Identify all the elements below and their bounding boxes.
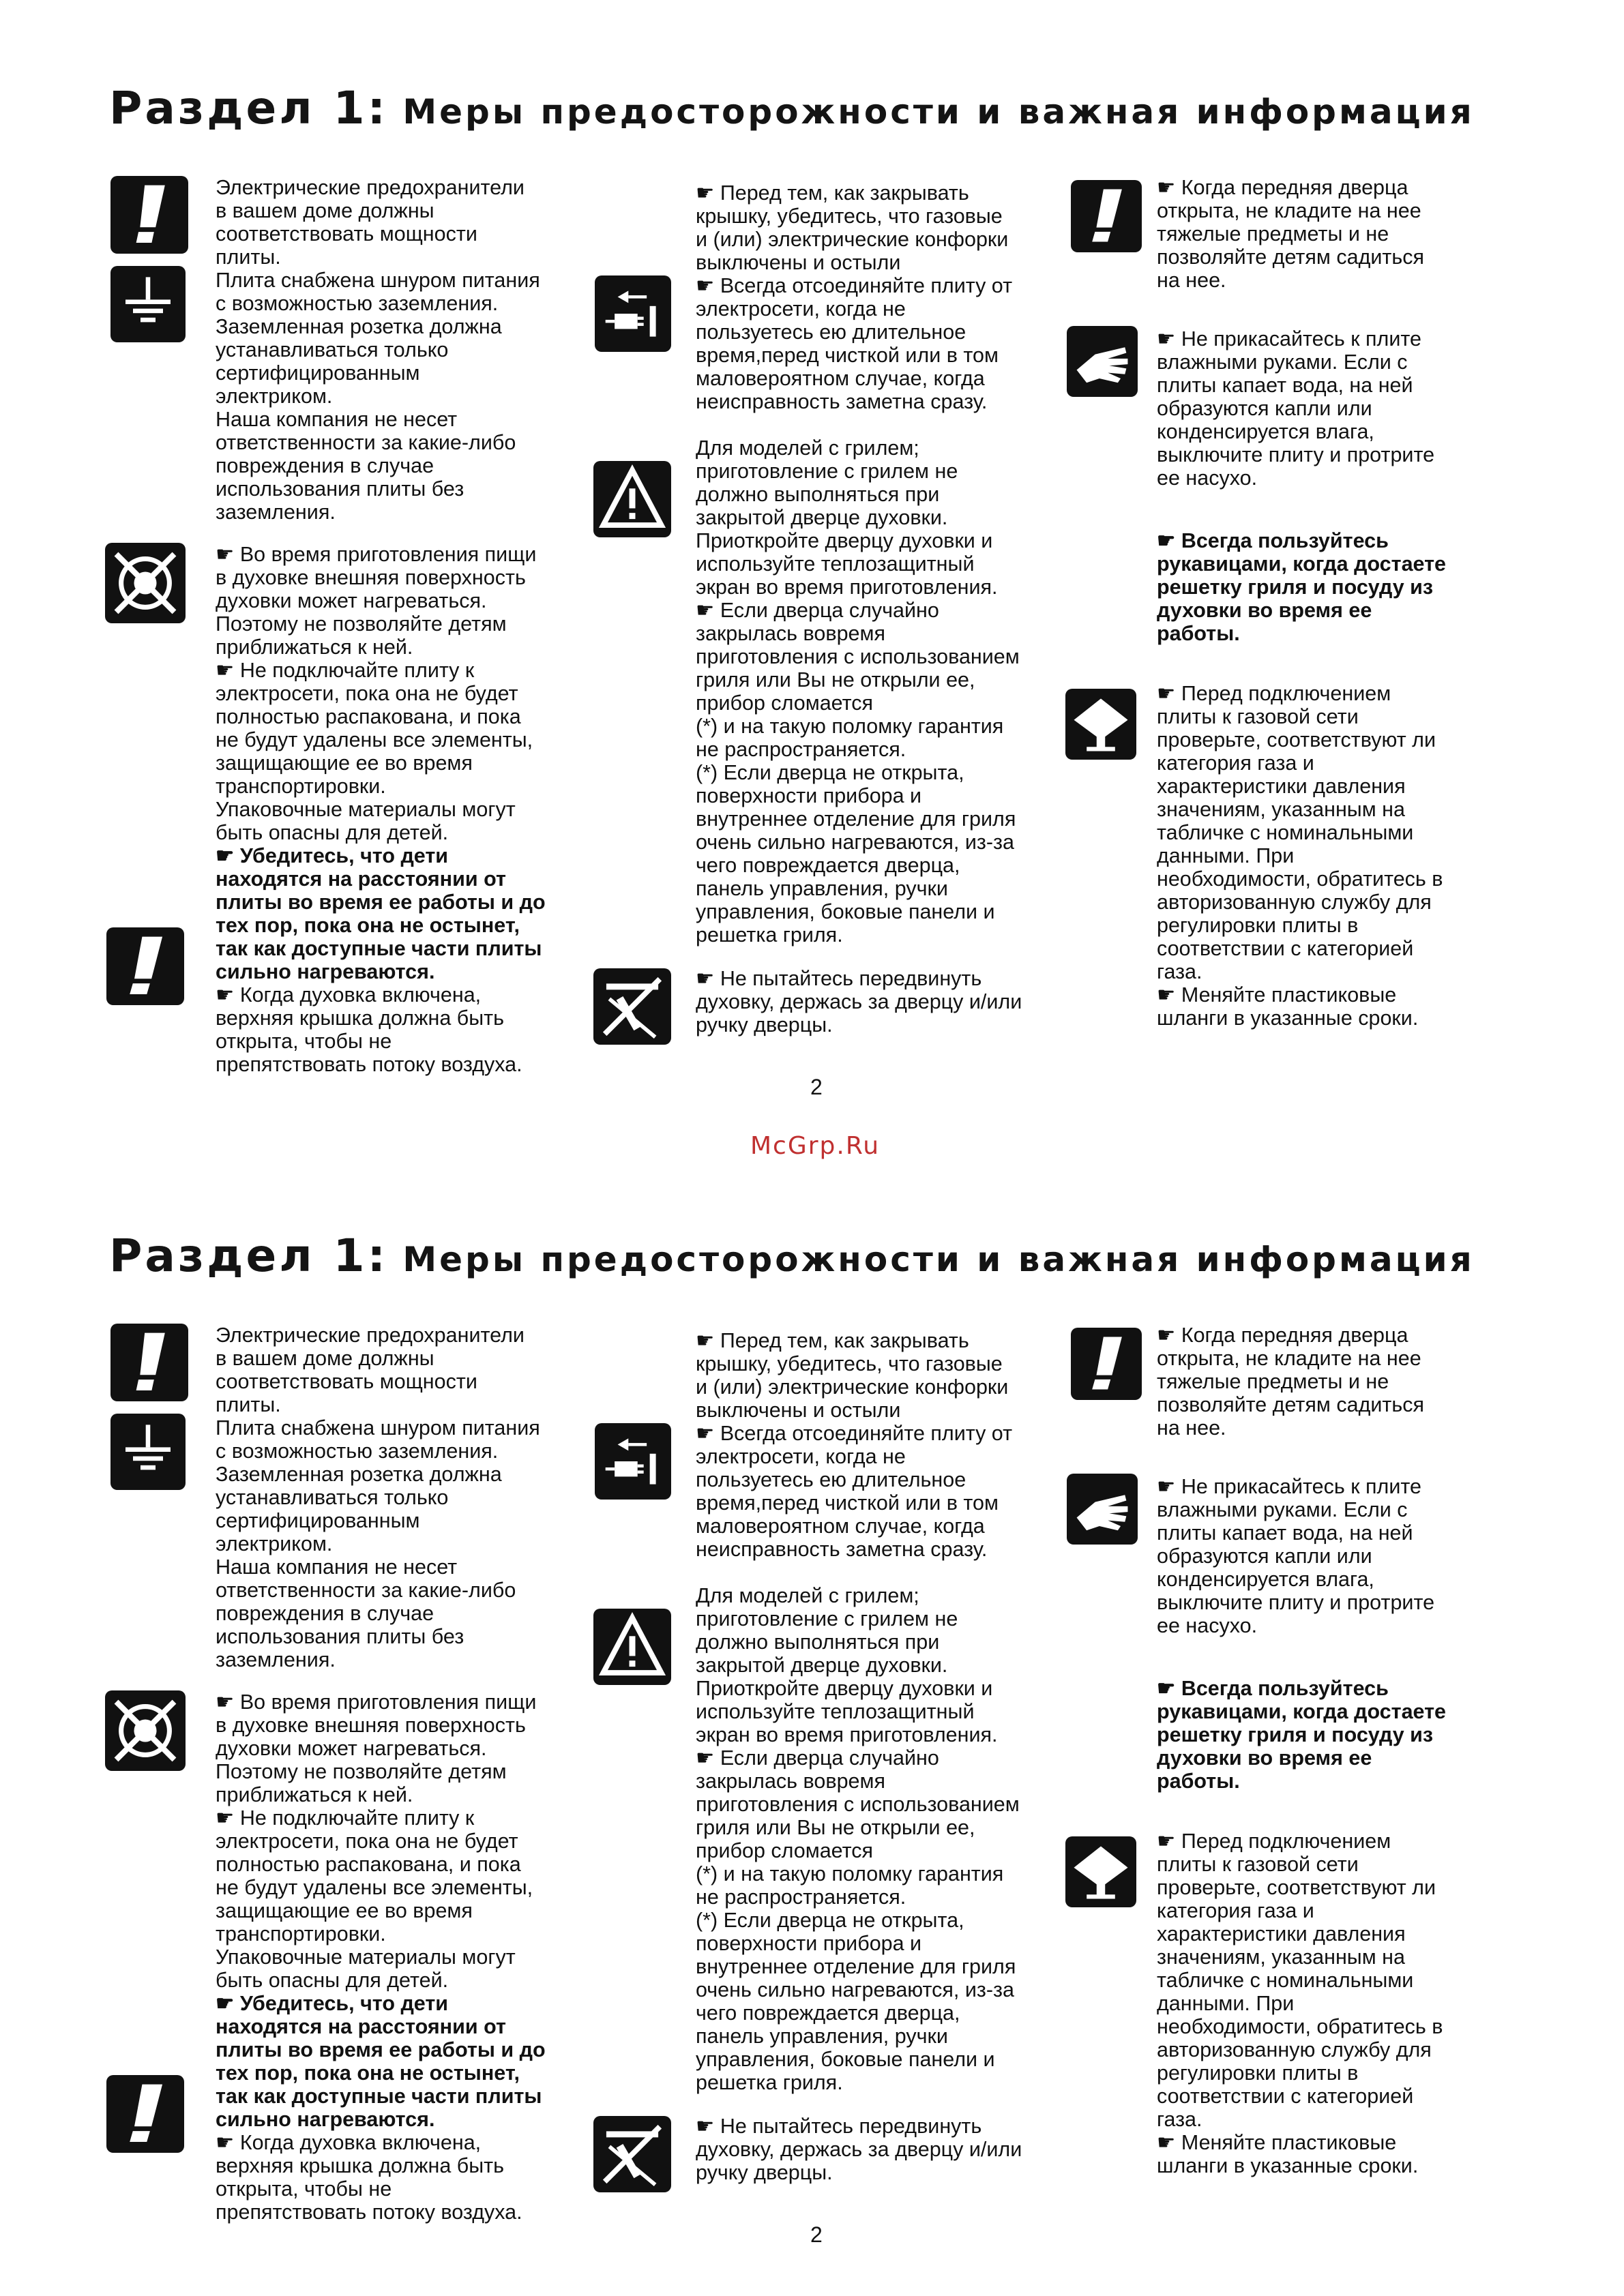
section-number: Раздел 1:	[109, 1229, 388, 1282]
exclamation-icon	[110, 1324, 188, 1401]
text-lid-open: ☛ Когда духовка включена, верхняя крышка должна быть открыта, чтобы не препятствовать потоку воздуха.	[216, 2131, 522, 2224]
exclamation-icon	[106, 927, 184, 1005]
page-title	[109, 82, 1475, 134]
text-fuse-grounding: Электрические предохранители в вашем доме должны соответствовать мощности плиты. Плита снабжена шнуром питания с возможностью заземления. Заземленная розетка должна устанавливаться только сертифицированным электриком. Наша компания не несет ответственности за какие-либо повреждения в случае использования плиты без заземления.	[216, 1324, 540, 1671]
text-oven-hot: ☛ Во время приготовления пищи в духовке внешняя поверхность духовки может нагреваться. Поэтому не позволяйте детям приближаться к ней. ☛ Не подключайте плиту к электросети, пока она не будет полностью распакована, и пока не будут удалены все элементы, защищающие ее во время транспортировки. Упаковочные материалы могут быть опасны для детей.	[216, 543, 537, 844]
page-number: 2	[810, 1075, 823, 1099]
text-wet-hands: ☛ Не прикасайтесь к плите влажными руками. Если с плиты капает вода, на ней образуются капли или конденсируется влага, выключите плиту и протрите ее насухо.	[1157, 327, 1435, 490]
page-number: 2	[810, 2222, 823, 2247]
text-front-door: ☛ Когда передняя дверца открыта, не кладите на нее тяжелые предметы и не позволяйте детям садиться на нее.	[1157, 1324, 1425, 1440]
text-wet-hands: ☛ Не прикасайтесь к плите влажными руками. Если с плиты капает вода, на ней образуются капли или конденсируется влага, выключите плиту и протрите ее насухо.	[1157, 1475, 1435, 1637]
exclamation-icon	[106, 2075, 184, 2153]
wet-hand-icon	[1067, 1474, 1138, 1545]
text-gas-check: ☛ Перед подключением плиты к газовой сети проверьте, соответствуют ли категория газа и характеристики давления значениям, указанным на табличке с номинальными данными. При необходимости, обратитесь в авторизованную службу для регулировки плиты в соответствии с категорией газа. ☛ Меняйте пластиковые шланги в указанные сроки.	[1157, 1830, 1443, 2177]
text-lid-open: ☛ Когда духовка включена, верхняя крышка должна быть открыта, чтобы не препятствовать потоку воздуха.	[216, 983, 522, 1076]
warning-triangle-icon	[593, 461, 671, 537]
text-gloves: ☛ Всегда пользуйтесь рукавицами, когда достаете решетку гриля и посуду из духовки во время ее работы.	[1157, 529, 1447, 645]
unplug-icon	[595, 1423, 671, 1500]
text-gloves: ☛ Всегда пользуйтесь рукавицами, когда достаете решетку гриля и посуду из духовки во время ее работы.	[1157, 1677, 1447, 1793]
text-front-door: ☛ Когда передняя дверца открыта, не кладите на нее тяжелые предметы и не позволяйте детям садиться на нее.	[1157, 176, 1425, 292]
text-move-oven: ☛ Не пытайтесь передвинуть духовку, держась за дверцу и/или ручку дверцы.	[696, 2115, 1022, 2184]
text-children-warning: ☛ Убедитесь, что дети находятся на расстоянии от плиты во время ее работы и до тех пор, пока она не остынет, так как доступные части плиты сильно нагреваются.	[216, 844, 546, 983]
text-gas-check: ☛ Перед подключением плиты к газовой сети проверьте, соответствуют ли категория газа и характеристики давления значениям, указанным на табличке с номинальными данными. При необходимости, обратитесь в авторизованную службу для регулировки плиты в соответствии с категорией газа. ☛ Меняйте пластиковые шланги в указанные сроки.	[1157, 682, 1443, 1030]
unplug-icon	[595, 275, 671, 352]
section-number: Раздел 1:	[109, 82, 388, 134]
gas-connection-icon	[1065, 1836, 1136, 1907]
page-title	[109, 1229, 1475, 1282]
text-children-warning: ☛ Убедитесь, что дети находятся на расстоянии от плиты во время ее работы и до тех пор, пока она не остынет, так как доступные части плиты сильно нагреваются.	[216, 1992, 546, 2131]
exclamation-icon	[1071, 180, 1142, 252]
text-fuse-grounding: Электрические предохранители в вашем доме должны соответствовать мощности плиты. Плита снабжена шнуром питания с возможностью заземления. Заземленная розетка должна устанавливаться только сертифицированным электриком. Наша компания не несет ответственности за какие-либо повреждения в случае использования плиты без заземления.	[216, 176, 540, 524]
section-title: Меры предосторожности и важная информация	[387, 92, 1475, 132]
text-move-oven: ☛ Не пытайтесь передвинуть духовку, держась за дверцу и/или ручку дверцы.	[696, 967, 1022, 1037]
hot-surface-icon	[105, 543, 186, 623]
text-lid-unplug: ☛ Перед тем, как закрывать крышку, убедитесь, что газовые и (или) электрические конфорки выключены и остыли ☛ Всегда отсоединяйте плиту от электросети, когда не пользуетесь ею длительное время,перед чисткой или в том маловероятном случае, когда неисправность заметна сразу.	[696, 1329, 1013, 1561]
manual-page-bottom	[0, 1148, 1624, 2295]
text-grill-door: Для моделей с грилем; приготовление с грилем не должно выполняться при закрытой дверце духовки. Приоткройте дверцу духовки и используйте теплозащитный экран во время приготовления. ☛ Если дверца случайно закрылась вовремя приготовления с использованием гриля или Вы не открыли ее, прибор сломается (*) и на такую поломку гарантия не распространяется. (*) Если дверца не открыта, поверхности прибора и внутреннее отделение для гриля очень сильно нагреваются, из-за чего повреждается дверца, панель управления, ручки управления, боковые панели и решетка гриля.	[696, 436, 1020, 946]
ground-symbol-icon	[110, 266, 186, 342]
no-door-handle-icon	[593, 2116, 671, 2192]
text-oven-hot: ☛ Во время приготовления пищи в духовке внешняя поверхность духовки может нагреваться. Поэтому не позволяйте детям приближаться к ней. ☛ Не подключайте плиту к электросети, пока она не будет полностью распакована, и пока не будут удалены все элементы, защищающие ее во время транспортировки. Упаковочные материалы могут быть опасны для детей.	[216, 1690, 537, 1992]
section-title: Меры предосторожности и важная информация	[387, 1240, 1475, 1279]
gas-connection-icon	[1065, 689, 1136, 760]
hot-surface-icon	[105, 1690, 186, 1771]
exclamation-icon	[1071, 1328, 1142, 1400]
watermark: McGrp.Ru	[750, 1132, 881, 1160]
text-grill-door: Для моделей с грилем; приготовление с грилем не должно выполняться при закрытой дверце духовки. Приоткройте дверцу духовки и используйте теплозащитный экран во время приготовления. ☛ Если дверца случайно закрылась вовремя приготовления с использованием гриля или Вы не открыли ее, прибор сломается (*) и на такую поломку гарантия не распространяется. (*) Если дверца не открыта, поверхности прибора и внутреннее отделение для гриля очень сильно нагреваются, из-за чего повреждается дверца, панель управления, ручки управления, боковые панели и решетка гриля.	[696, 1584, 1020, 2094]
no-door-handle-icon	[593, 968, 671, 1045]
ground-symbol-icon	[110, 1414, 186, 1490]
text-lid-unplug: ☛ Перед тем, как закрывать крышку, убедитесь, что газовые и (или) электрические конфорки выключены и остыли ☛ Всегда отсоединяйте плиту от электросети, когда не пользуетесь ею длительное время,перед чисткой или в том маловероятном случае, когда неисправность заметна сразу.	[696, 181, 1013, 413]
warning-triangle-icon	[593, 1609, 671, 1685]
wet-hand-icon	[1067, 326, 1138, 397]
exclamation-icon	[110, 176, 188, 254]
